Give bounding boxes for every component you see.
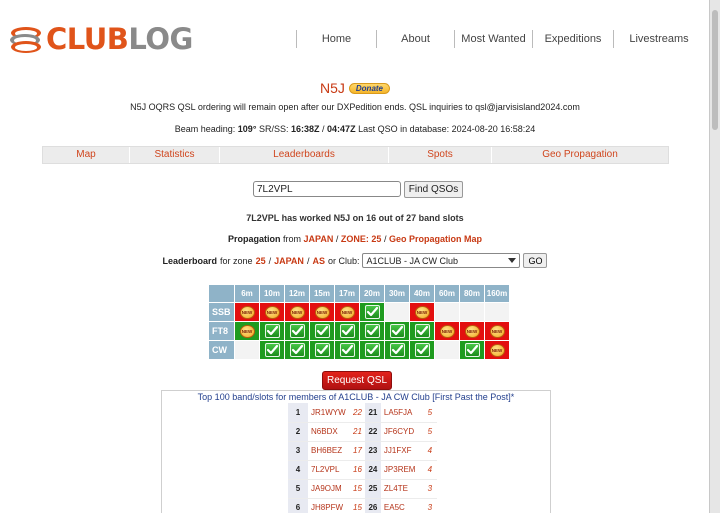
callsign-search-input[interactable]	[253, 181, 401, 197]
top100-table	[288, 403, 437, 513]
slot-count: 4	[423, 441, 437, 460]
band-slot-confirmed[interactable]	[310, 322, 335, 341]
page-title	[0, 80, 710, 96]
table-row	[288, 403, 437, 422]
club-select[interactable]: A1CLUB - JA CW Club	[362, 253, 520, 268]
band-slot-confirmed[interactable]	[410, 322, 435, 341]
callsign-link[interactable]: LA5FJA	[381, 403, 423, 422]
band-slot-needed[interactable]	[485, 322, 510, 341]
last-qso-time: 2024-08-20 16:58:24	[451, 124, 536, 134]
slot-count: 3	[423, 479, 437, 498]
band-slot-empty	[435, 341, 460, 360]
clublog-logo[interactable]	[10, 22, 193, 56]
slot-count: 3	[423, 498, 437, 513]
callsign-link[interactable]: N6BDX	[308, 422, 350, 441]
callsign-link[interactable]: JP3REM	[381, 460, 423, 479]
callsign-link[interactable]: JH8PFW	[308, 498, 350, 513]
table-row	[288, 422, 437, 441]
new-badge-icon: NEW	[240, 325, 255, 338]
slot-count: 15	[350, 498, 365, 513]
checkmark-icon	[265, 343, 280, 357]
new-badge-icon: NEW	[240, 306, 255, 319]
band-slot-needed[interactable]	[235, 303, 260, 322]
callsign-link[interactable]: JJ1FXF	[381, 441, 423, 460]
rank-cell: 26	[365, 498, 381, 513]
beam-info: Beam heading: 109° SR/SS: 16:38Z / 04:47Z Last QSO in database: 2024-08-20 16:58:24	[174, 124, 536, 134]
chevron-down-icon	[508, 258, 516, 263]
slot-count: 15	[350, 479, 365, 498]
new-badge-icon: NEW	[415, 306, 430, 319]
tab-statistics[interactable]: Statistics	[130, 147, 220, 163]
tab-leaderboards[interactable]: Leaderboards	[220, 147, 389, 163]
worked-summary: 7L2VPL has worked N5J on 16 out of 27 band slots	[246, 213, 464, 223]
band-slot-empty	[435, 303, 460, 322]
checkmark-icon	[290, 343, 305, 357]
band-header: 10m	[260, 285, 285, 303]
request-qsl-button[interactable]: Request QSL	[322, 371, 392, 390]
band-slot-empty	[485, 303, 510, 322]
rank-cell: 3	[288, 441, 308, 460]
band-slot-confirmed[interactable]	[360, 303, 385, 322]
band-header: 15m	[310, 285, 335, 303]
band-slot-confirmed[interactable]	[335, 341, 360, 360]
mode-row	[209, 341, 510, 360]
leaderboard-zone-link[interactable]: 25	[255, 255, 266, 266]
leaderboard-row: Leaderboard for zone 25 / JAPAN / AS or Club: A1CLUB - JA CW Club GO	[0, 253, 710, 268]
scrollbar-thumb[interactable]	[712, 10, 718, 130]
nav-livestreams[interactable]: Livestreams	[613, 30, 704, 48]
band-header: 80m	[460, 285, 485, 303]
band-header: 60m	[435, 285, 460, 303]
table-row	[288, 479, 437, 498]
propagation-line: Propagation from JAPAN / ZONE: 25 / Geo Propagation Map	[227, 234, 482, 244]
mode-label: CW	[209, 341, 235, 360]
band-slot-confirmed[interactable]	[385, 341, 410, 360]
rank-cell: 22	[365, 422, 381, 441]
band-slot-needed[interactable]	[460, 322, 485, 341]
section-tabs	[42, 146, 669, 164]
scrollbar[interactable]	[710, 0, 720, 513]
rank-cell: 1	[288, 403, 308, 422]
band-slot-confirmed[interactable]	[360, 322, 385, 341]
rank-cell: 2	[288, 422, 308, 441]
checkmark-icon	[290, 324, 305, 338]
callsign-link[interactable]: BH6BEZ	[308, 441, 350, 460]
callsign-title: N5J	[319, 80, 345, 96]
band-header: 6m	[235, 285, 260, 303]
band-slot-confirmed[interactable]	[460, 341, 485, 360]
beam-heading: 109°	[237, 124, 257, 134]
callsign-link[interactable]: 7L2VPL	[308, 460, 350, 479]
checkmark-icon	[340, 324, 355, 338]
checkmark-icon	[390, 343, 405, 357]
checkmark-icon	[365, 305, 380, 319]
band-header: 160m	[485, 285, 510, 303]
nav-most-wanted[interactable]: Most Wanted	[454, 30, 532, 48]
band-slot-needed[interactable]	[285, 303, 310, 322]
new-badge-icon: NEW	[315, 306, 330, 319]
rank-cell: 25	[365, 479, 381, 498]
band-slot-needed[interactable]	[335, 303, 360, 322]
new-badge-icon: NEW	[265, 306, 280, 319]
rank-cell: 4	[288, 460, 308, 479]
checkmark-icon	[265, 324, 280, 338]
band-slot-confirmed[interactable]	[285, 322, 310, 341]
mode-label: SSB	[209, 303, 235, 322]
leaderboard-country-link[interactable]: JAPAN	[274, 255, 304, 266]
rank-cell: 6	[288, 498, 308, 513]
checkmark-icon	[415, 324, 430, 338]
band-slot-confirmed[interactable]	[385, 322, 410, 341]
grid-corner	[209, 285, 235, 303]
band-slot-empty	[235, 341, 260, 360]
checkmark-icon	[315, 343, 330, 357]
table-row	[288, 460, 437, 479]
band-slot-needed[interactable]	[260, 303, 285, 322]
new-badge-icon: NEW	[340, 306, 355, 319]
nav-about[interactable]: About	[376, 30, 454, 48]
checkmark-icon	[315, 324, 330, 338]
band-slot-confirmed[interactable]	[335, 322, 360, 341]
band-slot-needed[interactable]	[410, 303, 435, 322]
callsign-link[interactable]: JF6CYD	[381, 422, 423, 441]
band-slot-confirmed[interactable]	[260, 341, 285, 360]
mode-label: FT8	[209, 322, 235, 341]
top-nav	[296, 30, 704, 48]
band-header: 17m	[335, 285, 360, 303]
propagation-zone-link[interactable]: ZONE: 25	[340, 234, 382, 244]
tab-spots[interactable]: Spots	[389, 147, 492, 163]
logo-text: CLUBLOG	[46, 21, 193, 56]
band-header: 30m	[385, 285, 410, 303]
mode-row	[209, 303, 510, 322]
band-slot-confirmed[interactable]	[360, 341, 385, 360]
rank-cell: 21	[365, 403, 381, 422]
slot-count: 22	[350, 403, 365, 422]
band-slot-confirmed[interactable]	[260, 322, 285, 341]
band-slot-empty	[460, 303, 485, 322]
band-slot-confirmed[interactable]	[285, 341, 310, 360]
callsign-link[interactable]: EA5C	[381, 498, 423, 513]
band-slot-needed[interactable]	[435, 322, 460, 341]
checkmark-icon	[390, 324, 405, 338]
new-badge-icon: NEW	[290, 306, 305, 319]
nav-home[interactable]: Home	[296, 30, 376, 48]
nav-expeditions[interactable]: Expeditions	[532, 30, 613, 48]
callsign-link[interactable]: ZL4TE	[381, 479, 423, 498]
callsign-link[interactable]: JA9OJM	[308, 479, 350, 498]
top100-title: Top 100 band/slots for members of A1CLUB - JA CW Club [First Past the Post]*	[197, 392, 515, 402]
band-slot-confirmed[interactable]	[310, 341, 335, 360]
rank-cell: 23	[365, 441, 381, 460]
donate-button[interactable]: Donate	[349, 83, 390, 94]
new-badge-icon: NEW	[490, 325, 505, 338]
notice-text: N5J OQRS QSL ordering will remain open after our DXPedition ends. QSL inquiries to qsl@jarvisisland2024.com	[130, 102, 580, 112]
rank-cell: 5	[288, 479, 308, 498]
checkmark-icon	[365, 343, 380, 357]
checkmark-icon	[365, 324, 380, 338]
band-slot-grid	[208, 284, 510, 360]
slot-count: 17	[350, 441, 365, 460]
sunrise-time: 16:38Z	[290, 124, 320, 134]
go-button[interactable]: GO	[523, 253, 547, 268]
slot-count: 21	[350, 422, 365, 441]
geo-propagation-map-link[interactable]: Geo Propagation Map	[388, 234, 482, 244]
band-slot-needed[interactable]	[310, 303, 335, 322]
slot-count: 5	[423, 403, 437, 422]
checkmark-icon	[340, 343, 355, 357]
band-slot-empty	[385, 303, 410, 322]
mode-row	[209, 322, 510, 341]
slot-count: 16	[350, 460, 365, 479]
top100-panel	[161, 390, 551, 513]
find-qsos-button[interactable]: Find QSOs	[404, 181, 463, 198]
tab-geo-propagation[interactable]: Geo Propagation	[542, 149, 618, 160]
rank-cell: 24	[365, 460, 381, 479]
leaderboard-continent-link[interactable]: AS	[312, 255, 325, 266]
logo-swirl-icon	[10, 24, 43, 54]
sunset-time: 04:47Z	[327, 124, 356, 134]
slot-count: 4	[423, 460, 437, 479]
checkmark-icon	[465, 343, 480, 357]
band-header: 20m	[360, 285, 385, 303]
slot-count: 5	[423, 422, 437, 441]
table-row	[288, 498, 437, 513]
new-badge-icon: NEW	[465, 325, 480, 338]
band-header: 40m	[410, 285, 435, 303]
band-slot-confirmed[interactable]	[410, 341, 435, 360]
band-header: 12m	[285, 285, 310, 303]
new-badge-icon: NEW	[440, 325, 455, 338]
table-row	[288, 441, 437, 460]
band-slot-needed[interactable]	[485, 341, 510, 360]
new-badge-icon: NEW	[490, 344, 505, 357]
band-slot-needed[interactable]	[235, 322, 260, 341]
checkmark-icon	[415, 343, 430, 357]
propagation-country-link[interactable]: JAPAN	[303, 234, 334, 244]
callsign-link[interactable]: JR1WYW	[308, 403, 350, 422]
tab-map[interactable]: Map	[43, 147, 130, 163]
